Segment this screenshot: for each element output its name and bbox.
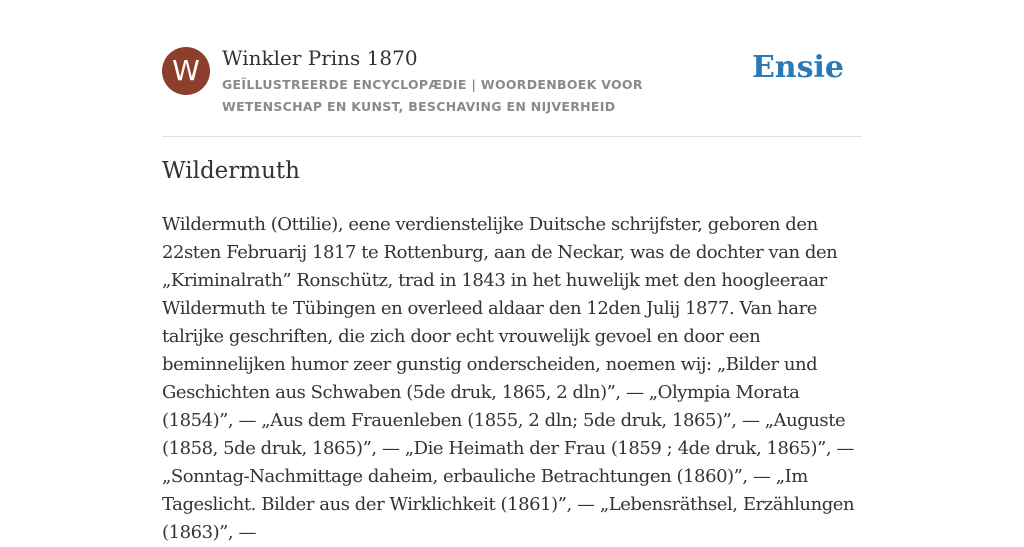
- source-avatar[interactable]: [162, 47, 210, 95]
- article-body: Wildermuth (Ottilie), eene verdienstelijke Duitsche schrijfster, geboren den 22sten Februarij 1817 te Rottenburg, aan de Neckar, was de dochter van den „Kriminalrath” Ronschütz, trad in 1843 in het huwelijk met den hoogleeraar Wildermuth te Tübingen en overleed aldaar den 12den Julij 1877. Van hare talrijke geschriften, die zich door echt vrouwelijk gevoel en door een beminnelijken humor zeer gunstig onderscheiden, noemen wij: „Bilder und Geschichten aus Schwaben (5de druk, 1865, 2 dln)”, — „Olympia Morata (1854)”, — „Aus dem Frauenleben (1855, 2 dln; 5de druk, 1865)”, — „Auguste (1858, 5de druk, 1865)”, — „Die Heimath der Frau (1859 ; 4de druk, 1865)”, — „Sonntag-Nachmittage daheim, erbauliche Betrachtungen (1860)”, — „Im Tageslicht. Bilder aus der Wirklichkeit (1861)”, — „Lebensräthsel, Erzählungen (1863)”, —: [162, 214, 855, 543]
- source-title[interactable]: Winkler Prins 1870: [222, 46, 418, 70]
- source-subtitle: GEÏLLUSTREERDE ENCYCLOPÆDIE | WOORDENBOEK VOOR WETENSCHAP EN KUNST, BESCHAVING EN NIJVERHEID: [222, 77, 643, 114]
- article-title: Wildermuth: [162, 158, 300, 184]
- site-header: [162, 44, 862, 137]
- ensie-logo-link[interactable]: Ensie: [751, 50, 844, 85]
- avatar-letter: W: [172, 54, 200, 87]
